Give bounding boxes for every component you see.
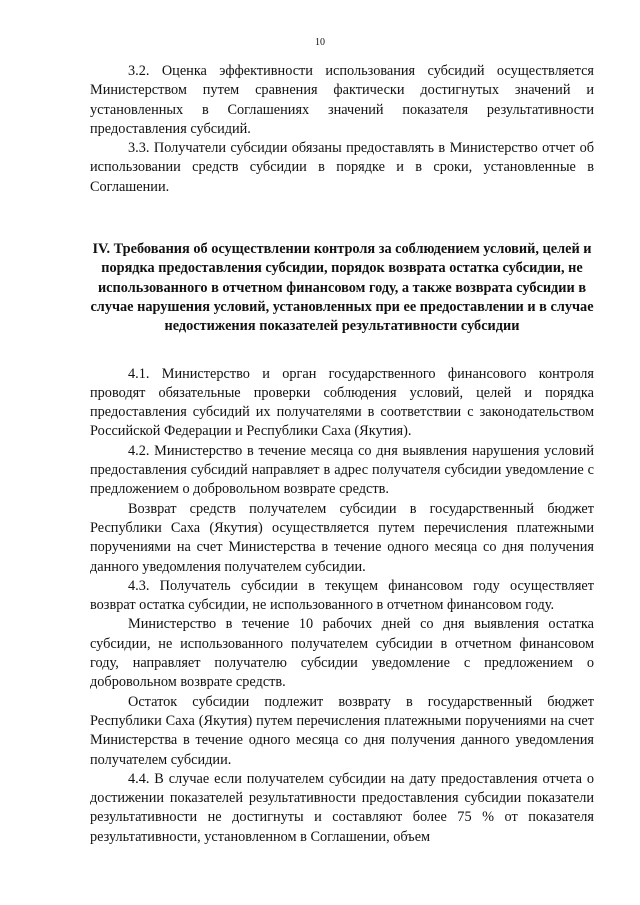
paragraph-4-1: 4.1. Министерство и орган государственного финансового контроля проводят обязательные проверки соблюдения условий, целей и порядка предоставления субсидий их получателями в соответствии с законодательством Российской Федерации и Республики Саха (Якутия). (90, 365, 594, 440)
paragraph-4-3-notice: Министерство в течение 10 рабочих дней со дня выявления остатка субсидии, не использованного получателем субсидии в отчетном финансовом году, направляет получателю субсидии уведомление с предложением о добровольном возврате средств. (90, 616, 594, 691)
paragraph-4-2-return: Возврат средств получателем субсидии в государственный бюджет Республики Саха (Якутия) осуществляется путем перечисления платежными поручениями на счет Министерства в течение одного месяца со дня получения данного уведомления получателем субсидии. (90, 500, 594, 575)
paragraph-3-3: 3.3. Получатели субсидии обязаны предоставлять в Министерство отчет об использовании средств субсидии в порядке и в сроки, установленные в Соглашении. (90, 140, 594, 195)
paragraph-4-4: 4.4. В случае если получателем субсидии на дату предоставления отчета о достижении показателей результативности предоставления субсидии показатели результативности не достигнуты и составляют более 75 % от показателя результативности, установленном в Соглашении, объем (90, 770, 594, 845)
paragraph-4-2: 4.2. Министерство в течение месяца со дня выявления нарушения условий предоставления субсидий направляет в адрес получателя субсидии уведомление с предложением о добровольном возврате средств. (90, 442, 594, 498)
document-body (90, 62, 594, 847)
paragraph-3-2: 3.2. Оценка эффективности использования субсидий осуществляется Министерством путем сравнения фактически достигнутых значений и установленных в Соглашениях значений показателя результативности предоставления субсидий. (90, 63, 594, 137)
page-number: 10 (315, 37, 325, 48)
paragraph-4-3: 4.3. Получатель субсидии в текущем финансовом году осуществляет возврат остатка субсидии, не использованного в отчетном финансовом году. (90, 577, 594, 614)
section-iv-title: IV. Требования об осуществлении контроля за соблюдением условий, целей и порядка предоставления субсидии, порядок возврата остатка субсидии, не использованного в отчетном финансовом году, а также возврата субсидии в случае нарушения условий, установленных при ее предоставлении и в случае недостижения показателей результативности субсидии (90, 241, 594, 335)
paragraph-4-3-remainder: Остаток субсидии подлежит возврату в государственный бюджет Республики Саха (Якутия) путем перечисления платежными поручениями на счет Министерства в течение одного месяца со дня получения данного уведомления получателем субсидии. (90, 693, 594, 768)
